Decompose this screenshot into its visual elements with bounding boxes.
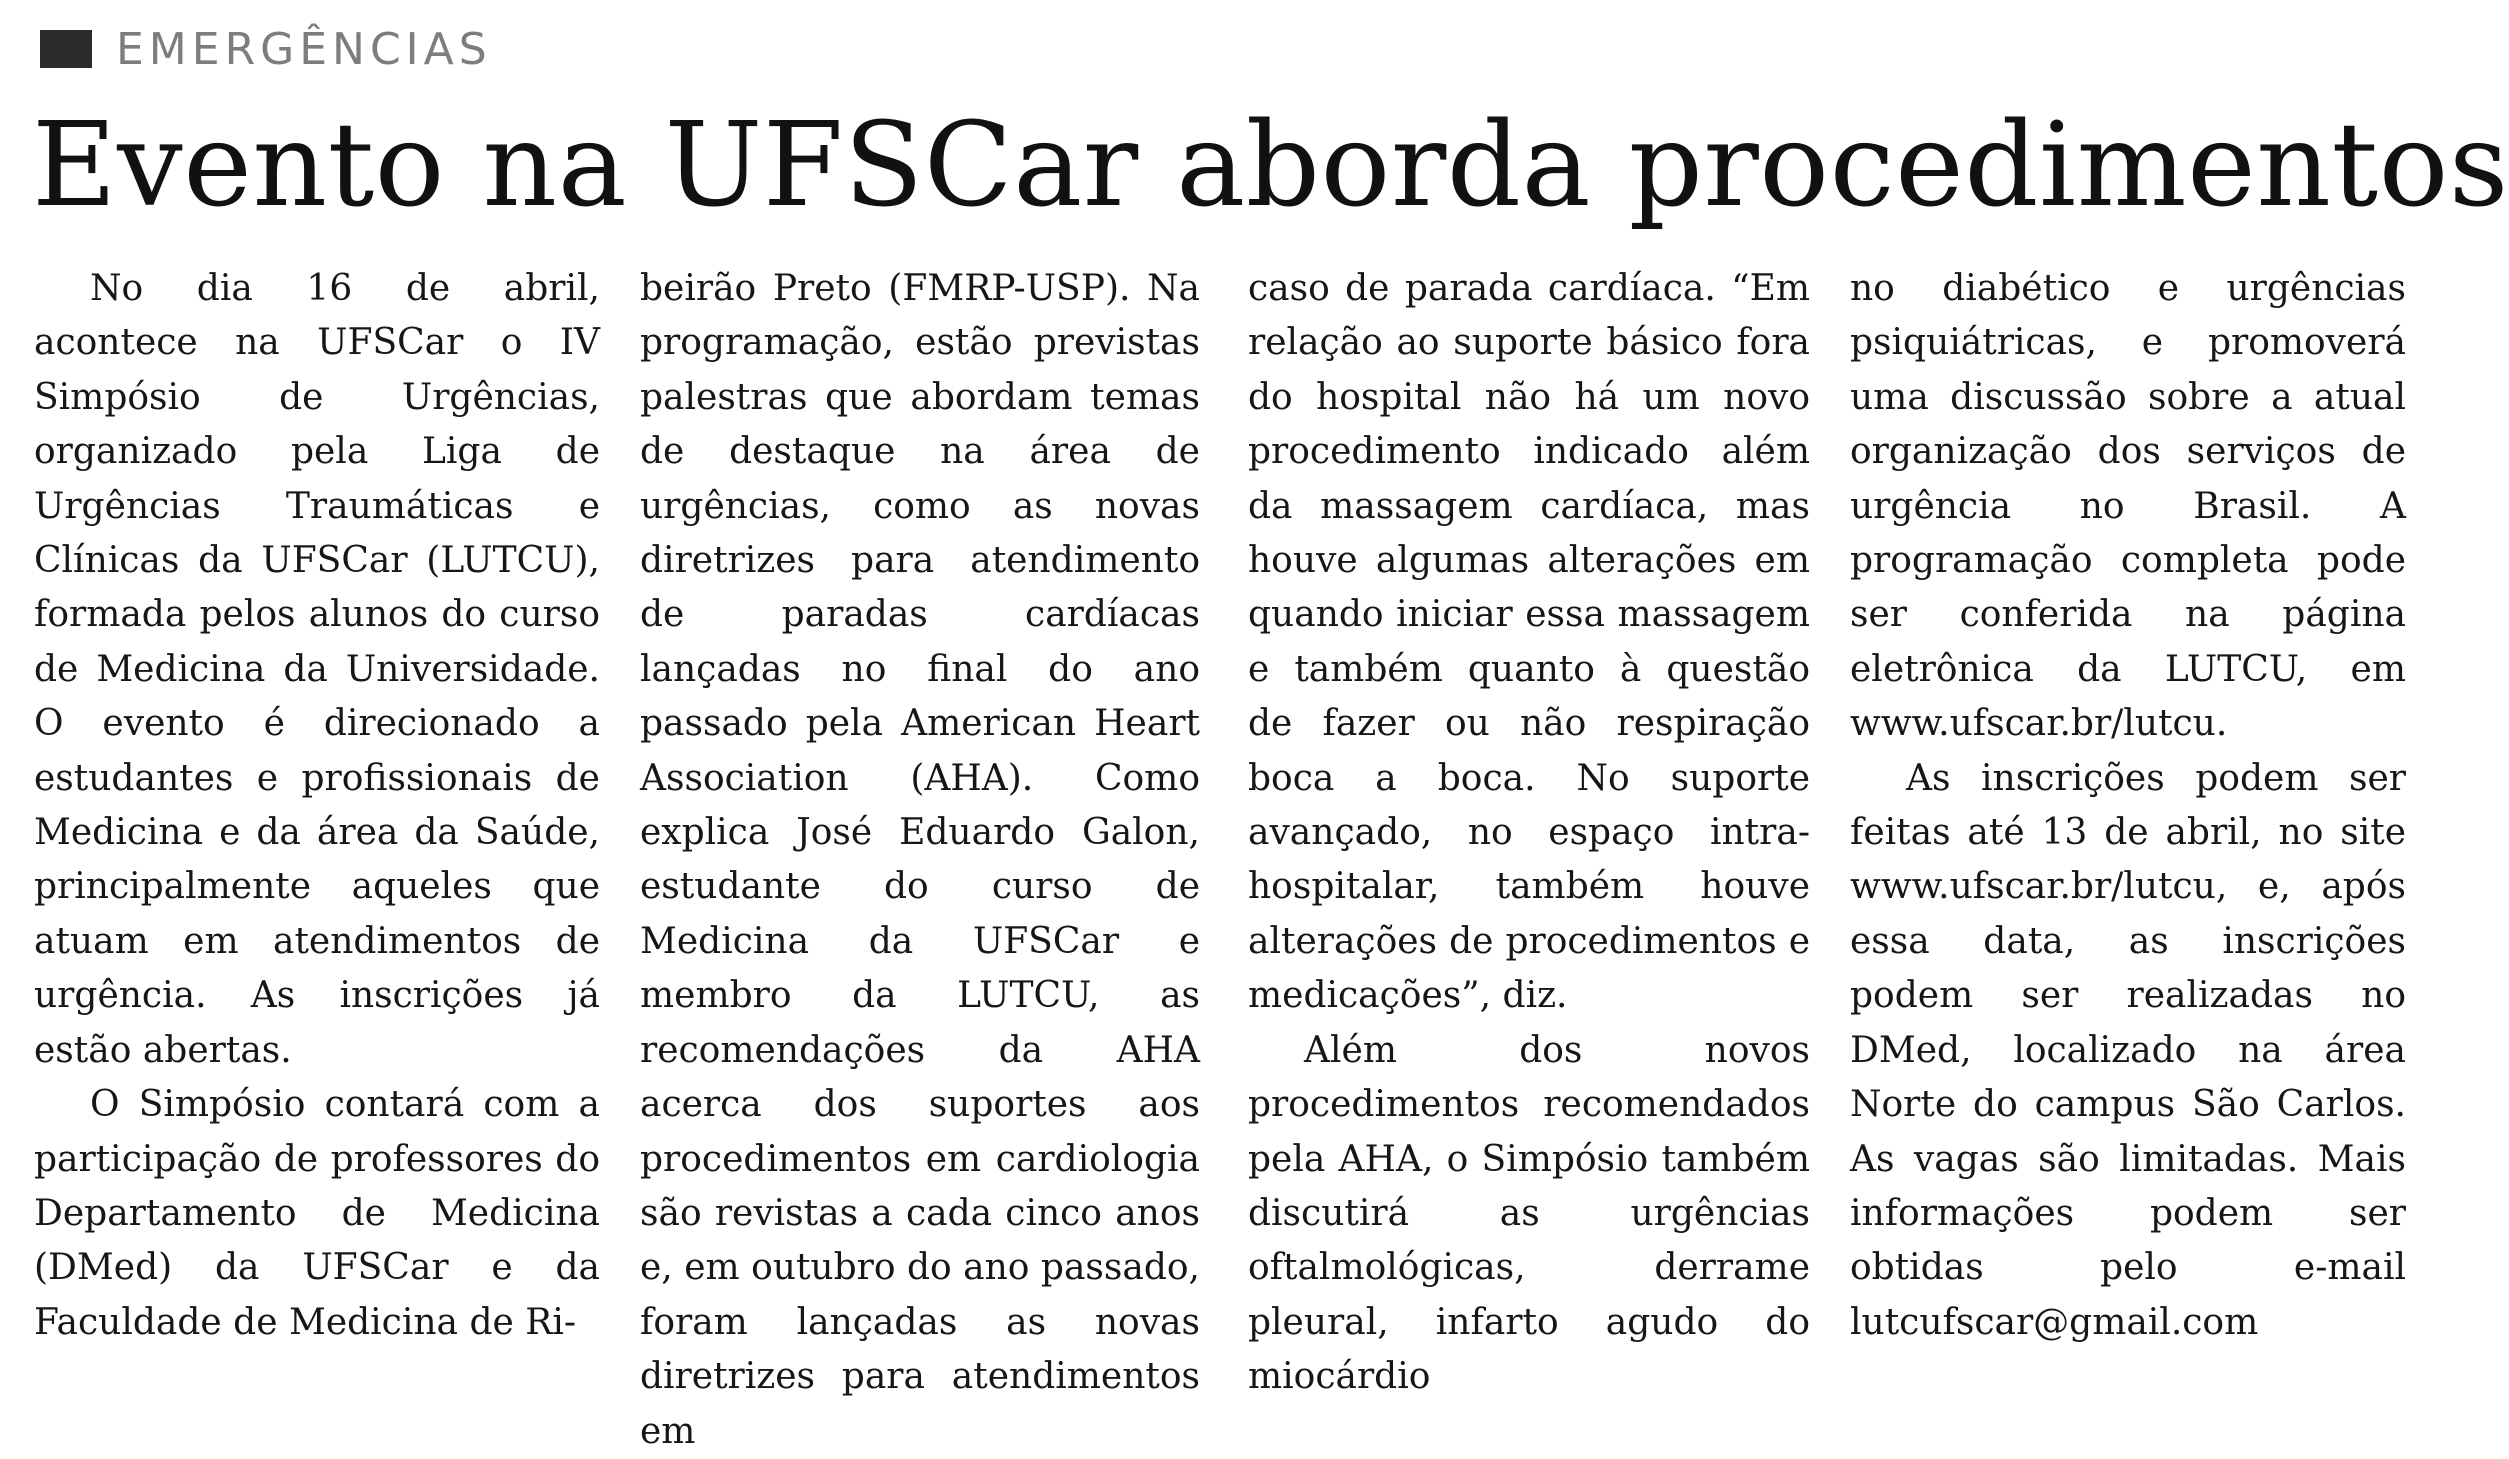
paragraph: O Simpósio contará com a participação de professores do Departamento de Medicina (DMed) da UFSCar e da Faculdade de Medicina de Ri- [34,1084,600,1343]
paragraph: Além dos novos procedimentos recomendados pela AHA, o Simpósio também discutirá as urgências oftalmológicas, derrame pleural, infarto agudo do miocárdio [1248,1029,1810,1398]
article-column-1 [34,262,600,1343]
paragraph: No dia 16 de abril, acontece na UFSCar o IV Simpósio de Urgências, organizado pela Liga de Urgências Traumáticas e Clínicas da UFSCar (LUTCU), formada pelos alunos do curso de Medicina da Universidade. O evento é direcionado a estudantes e profissionais de Medicina e da área da Saúde, principalmente aqueles que atuam em atendimentos de urgência. As inscrições já estão abertas. [34,268,600,1071]
article-column-4 [1850,262,2406,1343]
paragraph: As inscrições podem ser feitas até 13 de abril, no site www.ufscar.br/lutcu, e, após essa data, as inscrições podem ser realizadas no DMed, localizado na área Norte do campus São Carlos. As vagas são limitadas. Mais informações podem ser obtidas pelo e-mail lutcufscar@gmail.com [1850,757,2406,1343]
section-marker-square [40,30,92,68]
article-column-3 [1248,262,1810,1398]
article-column-2 [640,262,1200,1452]
paragraph: caso de parada cardíaca. “Em relação ao suporte básico fora do hospital não há um novo procedimento indicado além da massagem cardíaca, mas houve algumas alterações em quando iniciar essa massagem e também quanto à questão de fazer ou não respiração boca a boca. No suporte avançado, no espaço intra-hospitalar, também houve alterações de procedimentos e medicações”, diz. [1248,268,1810,1017]
section-header [40,24,492,74]
section-label: EMERGÊNCIAS [116,23,492,75]
headline: Evento na UFSCar aborda procedimentos [32,98,2509,233]
paragraph: beirão Preto (FMRP-USP). Na programação, estão previstas palestras que abordam temas de destaque na área de urgências, como as novas diretrizes para atendimento de paradas cardíacas lançadas no final do ano passado pela American Heart Association (AHA). Como explica José Eduardo Galon, estudante do curso de Medicina da UFSCar e membro da LUTCU, as recomendações da AHA acerca dos suportes aos procedimentos em cardiologia são revistas a cada cinco anos e, em outubro do ano passado, foram lançadas as novas diretrizes para atendimentos em [640,268,1200,1452]
paragraph: no diabético e urgências psiquiátricas, e promoverá uma discussão sobre a atual organização dos serviços de urgência no Brasil. A programação completa pode ser conferida na página eletrônica da LUTCU, em www.ufscar.br/lutcu. [1850,268,2406,745]
